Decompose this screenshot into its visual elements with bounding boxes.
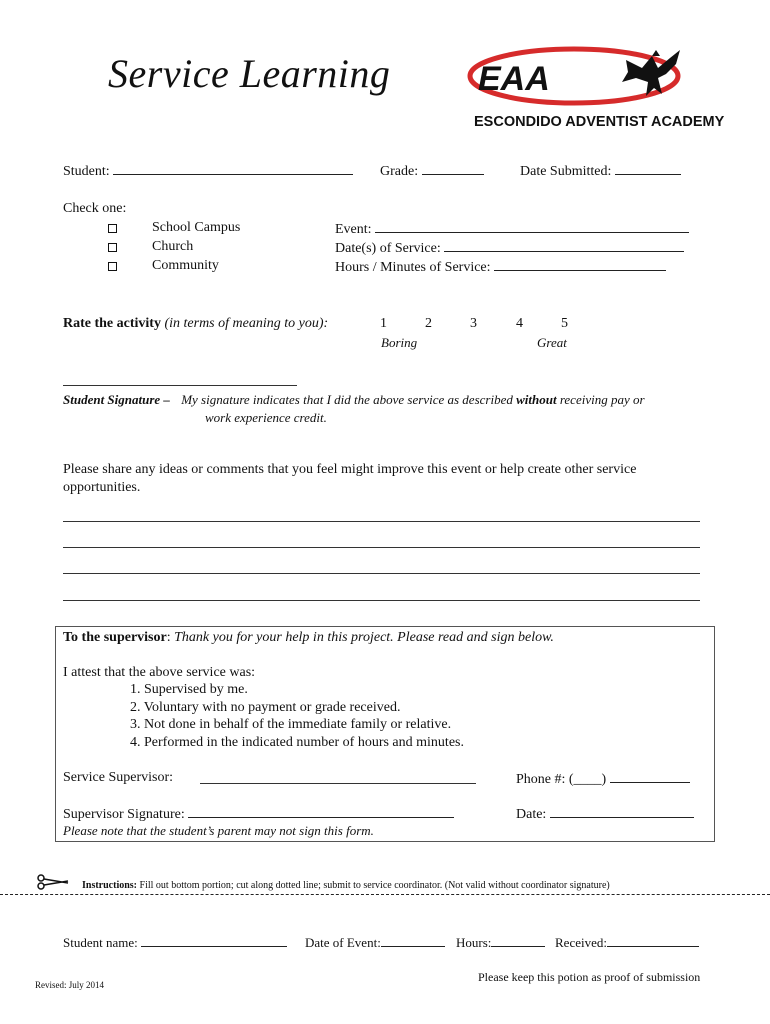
stub-date-of-event-label: Date of Event:: [305, 935, 381, 950]
revised-date: Revised: July 2014: [35, 980, 104, 990]
signature-text-line2: work experience credit.: [205, 410, 327, 425]
supervisor-date-label: Date:: [516, 807, 547, 822]
rating-5[interactable]: 5: [561, 316, 568, 331]
event-line[interactable]: [375, 220, 689, 233]
phone-line[interactable]: [610, 770, 690, 783]
stub-date-of-event-line[interactable]: [381, 934, 445, 947]
comments-prompt-line2: opportunities.: [63, 480, 141, 495]
date-submitted-field[interactable]: [520, 162, 681, 180]
service-supervisor-label: Service Supervisor:: [63, 770, 174, 785]
grade-line[interactable]: [422, 162, 484, 175]
student-field[interactable]: [63, 162, 353, 180]
rating-label: [63, 316, 328, 332]
hours-line[interactable]: [494, 258, 666, 271]
rating-label-italic: (in terms of meaning to you):: [164, 316, 329, 331]
phone-label: Phone #: (____): [516, 772, 607, 787]
cut-line: [0, 894, 770, 895]
stub-received-line[interactable]: [607, 934, 699, 947]
event-field[interactable]: [335, 220, 689, 238]
instructions-label: Instructions:: [82, 880, 138, 891]
stub-hours-line[interactable]: [491, 934, 545, 947]
dates-field[interactable]: [335, 239, 684, 257]
attest-item-1: 1. Supervised by me.: [130, 682, 248, 697]
student-signature-line[interactable]: [63, 385, 297, 386]
instructions-text: Fill out bottom portion; cut along dotted line; submit to service coordinator. (Not valid without coordinator signature): [139, 880, 610, 891]
dates-label: Date(s) of Service:: [335, 241, 441, 256]
rating-2[interactable]: 2: [425, 316, 432, 331]
attest-item-4: 4. Performed in the indicated number of hours and minutes.: [130, 735, 464, 750]
comment-line[interactable]: [63, 521, 700, 522]
eaa-logo-graphic: [466, 38, 725, 134]
supervisor-heading-colon: :: [166, 630, 171, 645]
supervisor-date-line[interactable]: [550, 805, 694, 818]
logo-caption: ESCONDIDO ADVENTIST ACADEMY: [474, 114, 725, 130]
rating-low-label: Boring: [381, 335, 418, 350]
comment-line[interactable]: [63, 600, 700, 601]
rating-4[interactable]: 4: [516, 316, 523, 331]
event-label: Event:: [335, 222, 372, 237]
instructions-row: [82, 880, 610, 891]
stub-received-field[interactable]: [555, 934, 699, 951]
grade-label: Grade:: [380, 164, 419, 179]
rating-3[interactable]: 3: [470, 316, 477, 331]
hours-field[interactable]: [335, 258, 666, 276]
supervisor-signature-label: Supervisor Signature:: [63, 807, 185, 822]
page-title: Service Learning: [108, 51, 391, 96]
date-submitted-label: Date Submitted:: [520, 164, 612, 179]
school-logo: [466, 38, 725, 134]
dates-line[interactable]: [444, 239, 684, 252]
student-signature-label: Student Signature –: [63, 392, 170, 407]
service-supervisor-line[interactable]: [200, 783, 476, 784]
stub-date-of-event-field[interactable]: [305, 934, 445, 951]
supervisor-heading-italic: Thank you for your help in this project. Please read and sign below.: [174, 630, 554, 645]
rating-high-label: Great: [537, 335, 567, 350]
check-one-label: Check one:: [63, 201, 127, 216]
signature-text-bold: without: [516, 392, 557, 407]
stub-student-name-line[interactable]: [141, 934, 287, 947]
grade-field[interactable]: [380, 162, 484, 180]
parent-note: Please note that the student’s parent may not sign this form.: [63, 823, 374, 838]
checkbox-school-campus[interactable]: [108, 224, 117, 233]
supervisor-heading-bold: To the supervisor: [63, 630, 167, 645]
comments-prompt-line1: Please share any ideas or comments that you feel might improve this event or help create other service: [63, 462, 637, 477]
supervisor-signature-field[interactable]: [63, 805, 454, 823]
stub-hours-label: Hours:: [456, 935, 492, 950]
option-community: Community: [152, 258, 219, 273]
checkbox-church[interactable]: [108, 243, 117, 252]
stub-student-name-field[interactable]: [63, 934, 287, 951]
comment-line[interactable]: [63, 547, 700, 548]
attest-item-2: 2. Voluntary with no payment or grade received.: [130, 700, 401, 715]
phone-field[interactable]: [516, 770, 690, 788]
hours-label: Hours / Minutes of Service:: [335, 260, 491, 275]
stub-received-label: Received:: [555, 935, 607, 950]
stub-student-name-label: Student name:: [63, 935, 138, 950]
stub-hours-field[interactable]: [456, 934, 545, 951]
keep-note: Please keep this potion as proof of submission: [478, 970, 701, 984]
scissors-icon: [36, 874, 70, 895]
supervisor-signature-line[interactable]: [188, 805, 454, 818]
attest-item-3: 3. Not done in behalf of the immediate family or relative.: [130, 717, 452, 732]
student-label: Student:: [63, 164, 110, 179]
option-school-campus: School Campus: [152, 220, 241, 235]
supervisor-heading: [63, 630, 554, 646]
date-submitted-line[interactable]: [615, 162, 681, 175]
student-line[interactable]: [113, 162, 353, 175]
comment-line[interactable]: [63, 573, 700, 574]
signature-text-after: receiving pay or: [559, 392, 645, 407]
checkbox-community[interactable]: [108, 262, 117, 271]
option-church: Church: [152, 239, 194, 254]
attest-text: I attest that the above service was:: [63, 665, 256, 680]
signature-text-before: My signature indicates that I did the above service as described: [181, 392, 513, 407]
logo-letters: EAA: [478, 60, 550, 98]
rating-1[interactable]: 1: [380, 316, 387, 331]
student-signature-row: [63, 392, 645, 408]
supervisor-date-field[interactable]: [516, 805, 694, 823]
rating-label-bold: Rate the activity: [63, 316, 161, 331]
